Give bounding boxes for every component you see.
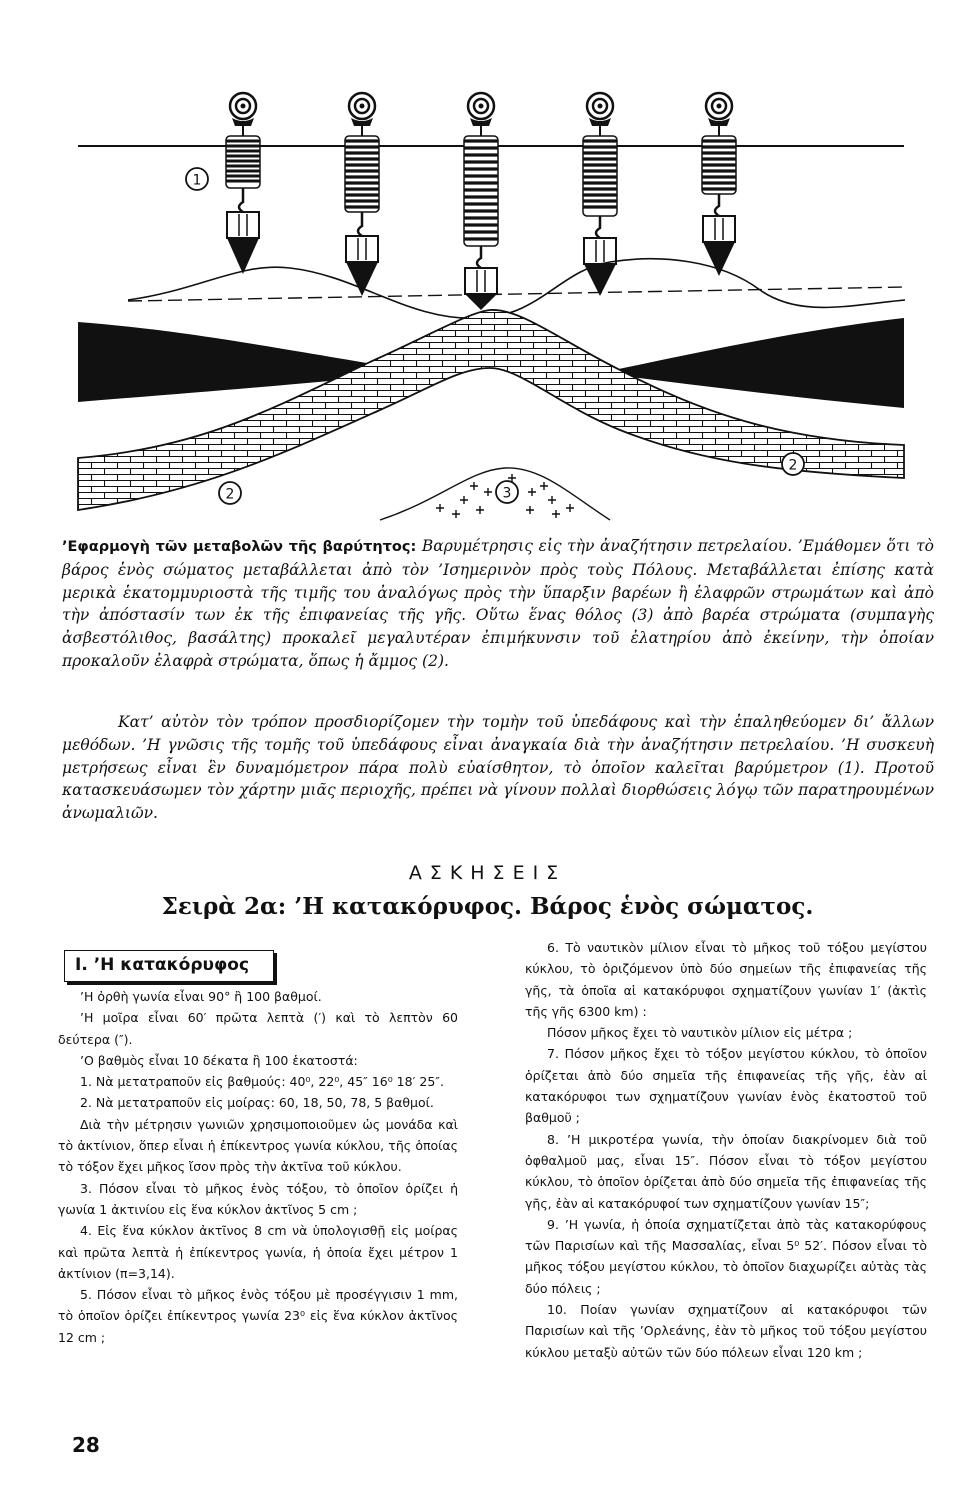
exercise-item: Πόσον μῆκος ἔχει τὸ ναυτικὸν μίλιον εἰς μέτρα ; [547, 1025, 853, 1041]
sand-layer-line [380, 468, 610, 520]
exercise-item: ’Η μοῖρα εἶναι 60′ πρῶτα λεπτὰ (′) καὶ τὸ λεπτὸν 60 δεύτερα (″). [58, 1010, 458, 1047]
subsoil-paragraph: Κατ’ αὐτὸν τὸν τρόπον προσδιορίζομεν τὴν τομὴν τοῦ ὑπεδάφους καὶ τὴν ἐπαληθεύομεν δι’ ἄλλων μεθόδων. ’Η γνῶσις τῆς τομῆς τοῦ ὑπεδάφους εἶναι ἀναγκαία διὰ τὴν ἀναζήτησιν πετρελαίου. ’Η συσκευὴ μετρήσεως εἶναι ἓν δυναμόμετρον πάρα πολὺ εὐαίσθητον, τὸ ὁποῖον καλεῖται βαρύμετρον (1). Προτοῦ κατασκευάσωμεν τὸν χάρτην μιᾶς περιοχῆς, πρέπει νὰ γίνουν πολλαὶ διορθώσεις λόγῳ τῶν παρατηρουμένων ἀνωμαλιῶν. [62, 713, 934, 823]
exercise-item: 7. Πόσον μῆκος ἔχει τὸ τόξον μεγίστου κύκλου, τὸ ὁποῖον ὁρίζεται ἀπὸ δύο σημεῖα τῆς ἐπιφανείας τῆς γῆς, ἐὰν αἱ κατακόρυφοι των σχηματίζουν γωνίαν ἑνὸς ἑκατοστοῦ τοῦ βαθμοῦ ; [525, 1046, 927, 1126]
exercise-item: 9. ’Η γωνία, ἡ ὁποία σχηματίζεται ἀπὸ τὰς κατακορύφους τῶν Παρισίων καὶ τῆς Μασσαλίας, εἶναι 5⁰ 52′. Πόσον εἶναι τὸ μῆκος τόξου μεγίστου κύκλου, τὸ ὁποῖον διαχωρίζει αὐτὰς τὰς δύο πόλεις ; [525, 1216, 927, 1296]
series-title: Σειρὰ 2α: ’Η κατακόρυφος. Βάρος ἑνὸς σώματος. [161, 893, 814, 920]
exercise-item: 8. ’Η μικροτέρα γωνία, τὴν ὁποίαν διακρίνομεν διὰ τοῦ ὀφθαλμοῦ μας, εἶναι 15″. Πόσον εἶναι τὸ τόξον μεγίστου κύκλου, τὸ ὁποῖον ὁρίζεται ἀπὸ δύο σημεῖα τῆς ἐπιφανείας τῆς γῆς, ἐὰν αἱ κατακόρυφοί των σχηματίζουν γωνίαν 15″; [525, 1131, 927, 1211]
exercises-right-column [525, 937, 927, 1363]
label-3: 3 [502, 485, 512, 502]
gravimetry-lead: ’Εφαρμογὴ τῶν μεταβολῶν τῆς βαρύτητος: [62, 539, 417, 555]
section-title: I. ’Η κατακόρυφος [75, 955, 250, 975]
exercises-heading: ΑΣΚΗΣΕΙΣ [408, 862, 567, 884]
exercise-item: Διὰ τὴν μέτρησιν γωνιῶν χρησιμοποιοῦμεν ὡς μονάδα καὶ τὸ ἀκτίνιον, ὅπερ εἶναι ἡ ἐπίκεντρος γωνία κύκλου, τῆς ὁποίας τὸ τόξον ἔχει μῆκος ἴσον πρὸς τὴν ἀκτῖνα τοῦ κύκλου. [58, 1116, 458, 1175]
gravimeter-5 [702, 93, 736, 276]
exercise-item: ’Η ὀρθὴ γωνία εἶναι 90° ἢ 100 βαθμοί. [80, 989, 322, 1004]
exercise-item: 2. Νὰ μετατραποῦν εἰς μοίρας: 60, 18, 50, 78, 5 βαθμοί. [80, 1095, 434, 1111]
exercise-item: 4. Εἰς ἕνα κύκλον ἀκτῖνος 8 cm νὰ ὑπολογισθῇ εἰς μοίρας καὶ πρῶτα λεπτὰ ἡ ἐπίκεντρος γωνία, ἡ ὁποία ἔχει μέτρον 1 ἀκτίνιον (π=3,14). [58, 1223, 458, 1281]
exercise-item: ’Ο βαθμὸς εἶναι 10 δέκατα ἢ 100 ἑκατοστά: [80, 1052, 358, 1068]
label-2-left: 2 [225, 486, 235, 503]
section-title-box [64, 950, 274, 982]
exercise-item: 10. Ποίαν γωνίαν σχηματίζουν αἱ κατακόρυφοι τῶν Παρισίων καὶ τῆς ’Ορλεάνης, ἐὰν τὸ μῆκος τοῦ τόξου μεγίστου κύκλου μεταξὺ αὐτῶν τῶν δύο πόλεων εἶναι 120 km ; [525, 1302, 927, 1360]
gravimeter-1 [226, 93, 260, 274]
gravimeter-3 [464, 93, 498, 310]
label-2-right: 2 [788, 457, 798, 474]
exercise-item: 1. Νὰ μετατραποῦν εἰς βαθμούς: 40⁰, 22⁰, 45″ 16⁰ 18′ 25″. [80, 1074, 444, 1090]
gravimeter-4 [583, 93, 617, 296]
reference-line [128, 287, 905, 301]
label-1: 1 [192, 172, 202, 189]
exercise-item: 3. Πόσον εἶναι τὸ μῆκος ἑνὸς τόξου, τὸ ὁποῖον ὁρίζει ἡ γωνία 1 ἀκτινίου εἰς ἕνα κύκλον ἀκτῖνος 5 cm ; [58, 1180, 458, 1217]
page-number: 28 [72, 1433, 100, 1457]
gravimeter-figure [0, 0, 975, 525]
exercise-item: 5. Πόσον εἶναι τὸ μῆκος ἑνὸς τόξου μὲ προσέγγισιν 1 mm, τὸ ὁποῖον ὁρίζει ἐπίκεντρος γωνία 23⁰ εἰς ἕνα κύκλον ἀκτῖνος 12 cm ; [58, 1287, 458, 1345]
gravimetry-paragraph [62, 535, 934, 673]
gravimetry-body: Βαρυμέτρησις εἰς τὴν ἀναζήτησιν πετρελαίου. ’Εμάθομεν ὅτι τὸ βάρος ἑνὸς σώματος μεταβάλλεται ἀπὸ τὸν ’Ισημερινὸν πρὸς τοὺς Πόλους. Μεταβάλλεται ἐπίσης κατὰ μερικὰ ἑκατομμυριοστὰ τῆς τιμῆς του ἀναλόγως πρὸς τὴν ὕπαρξιν βαρέων ἢ ἐλαφρῶν στρωμάτων καὶ ἀπὸ τὴν ἀπόστασίν των ἐκ τῆς ἐπιφανείας τῆς γῆς. Οὕτω ἕνας θόλος (3) ἀπὸ βαρέα στρώματα (συμπαγὴς ἀσβεστόλιθος, βασάλτης) προκαλεῖ μεγαλυτέραν ἐπιμήκυνσιν τοῦ ἐλατηρίου ἀπὸ ἐκείνην, τὴν ὁποίαν προκαλοῦν ἐλαφρὰ στρώματα, ὅπως ἡ ἄμμος (2). [62, 537, 934, 670]
exercise-item: 6. Τὸ ναυτικὸν μίλιον εἶναι τὸ μῆκος τοῦ τόξου μεγίστου κύκλου, τὸ ὁριζόμενον ὑπὸ δύο σημείων τῆς ἐπιφανείας τῆς γῆς, τὰ ὁποῖα αἱ κατακόρυφοι σχηματίζουν γωνίαν 1′ (ἀκτὶς τῆς γῆς 6300 km) : [525, 940, 927, 1019]
exercises-left-column [58, 986, 458, 1348]
gravimeter-2 [345, 93, 379, 296]
